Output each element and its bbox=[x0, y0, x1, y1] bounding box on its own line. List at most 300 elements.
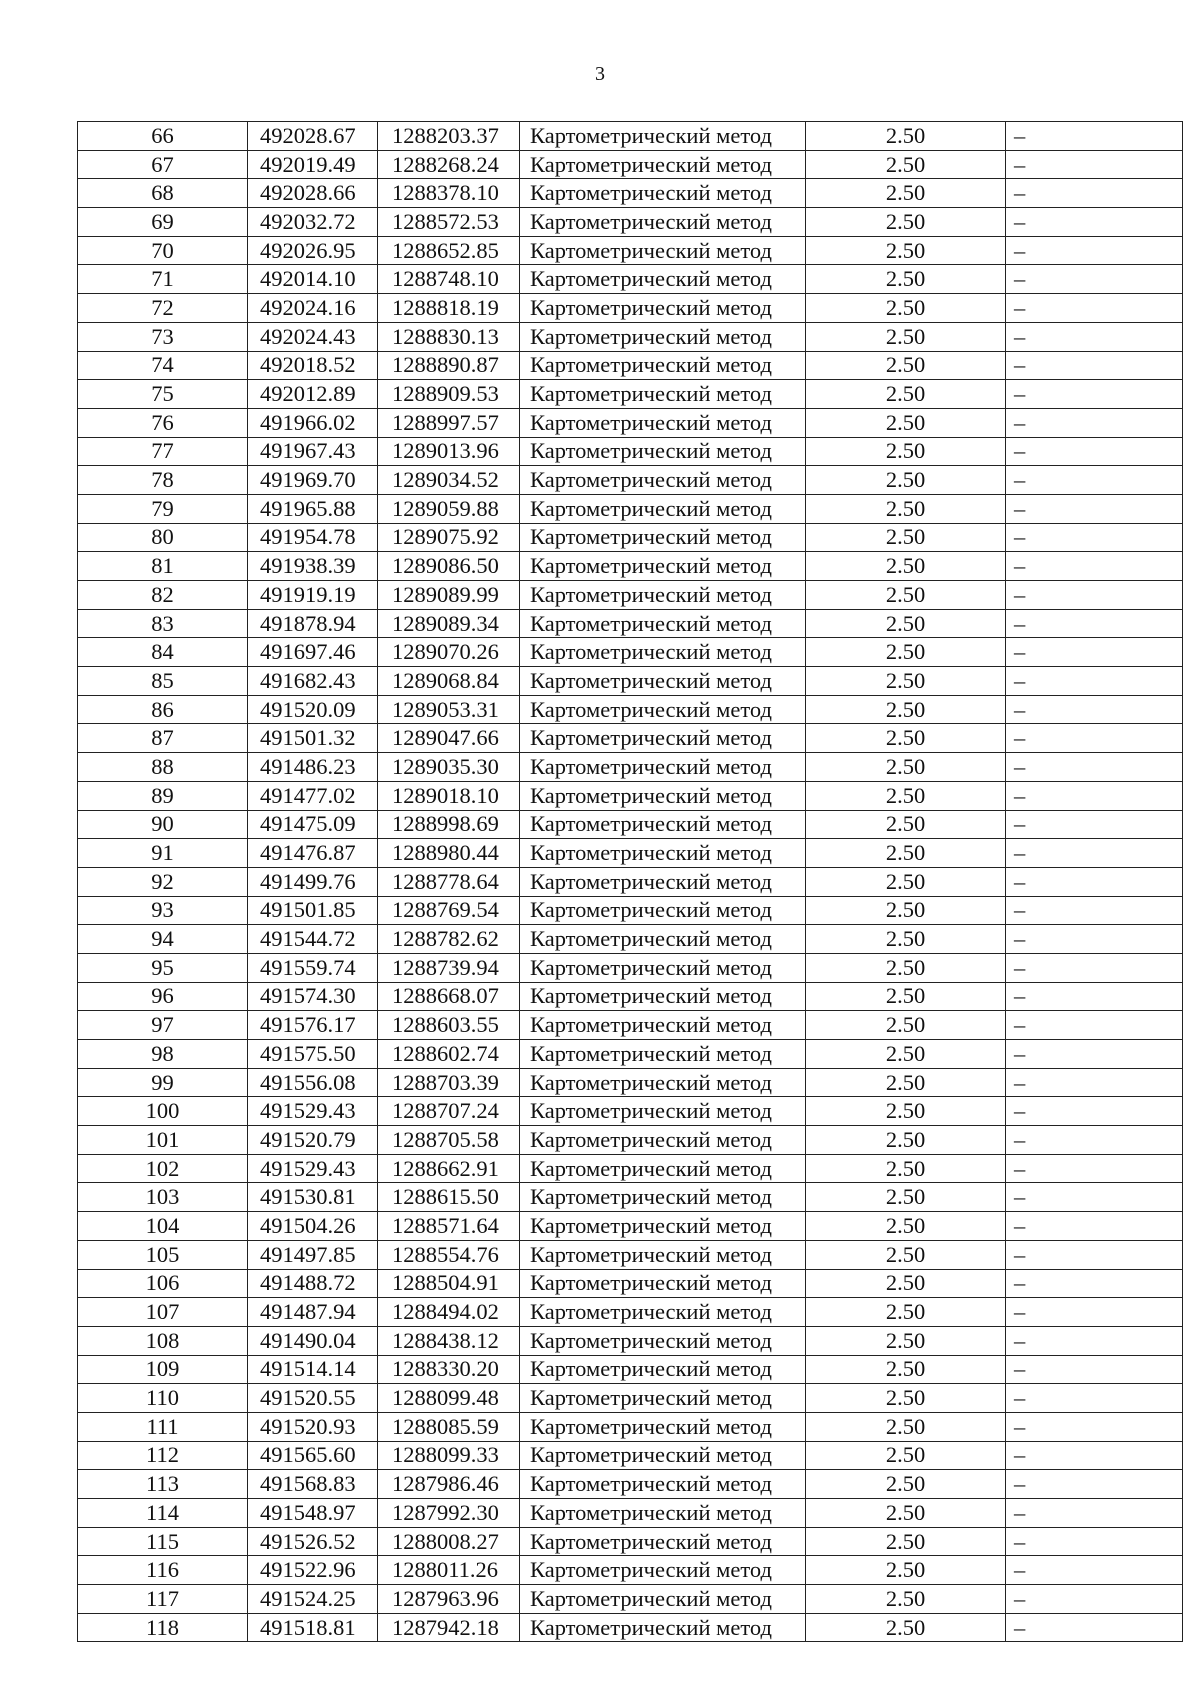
method-cell: Картометрический метод bbox=[520, 1527, 806, 1556]
method-cell: Картометрический метод bbox=[520, 1040, 806, 1069]
point-number-cell: 118 bbox=[78, 1613, 248, 1642]
method-cell: Картометрический метод bbox=[520, 322, 806, 351]
method-cell: Картометрический метод bbox=[520, 1154, 806, 1183]
method-cell: Картометрический метод bbox=[520, 466, 806, 495]
table-row bbox=[78, 753, 1183, 782]
y-coordinate-cell: 1288099.33 bbox=[378, 1441, 520, 1470]
x-coordinate-cell: 491878.94 bbox=[248, 609, 378, 638]
table-row bbox=[78, 638, 1183, 667]
note-cell: – bbox=[1006, 1613, 1183, 1642]
note-cell: – bbox=[1006, 1154, 1183, 1183]
table-row bbox=[78, 1269, 1183, 1298]
x-coordinate-cell: 491967.43 bbox=[248, 437, 378, 466]
point-number-cell: 115 bbox=[78, 1527, 248, 1556]
point-number-cell: 88 bbox=[78, 753, 248, 782]
table-row bbox=[78, 1441, 1183, 1470]
accuracy-cell: 2.50 bbox=[806, 1441, 1006, 1470]
x-coordinate-cell: 491514.14 bbox=[248, 1355, 378, 1384]
accuracy-cell: 2.50 bbox=[806, 466, 1006, 495]
note-cell: – bbox=[1006, 552, 1183, 581]
point-number-cell: 103 bbox=[78, 1183, 248, 1212]
point-number-cell: 82 bbox=[78, 581, 248, 610]
point-number-cell: 87 bbox=[78, 724, 248, 753]
note-cell: – bbox=[1006, 1470, 1183, 1499]
note-cell: – bbox=[1006, 1384, 1183, 1413]
note-cell: – bbox=[1006, 322, 1183, 351]
point-number-cell: 86 bbox=[78, 695, 248, 724]
x-coordinate-cell: 491520.55 bbox=[248, 1384, 378, 1413]
table-row bbox=[78, 1470, 1183, 1499]
method-cell: Картометрический метод bbox=[520, 265, 806, 294]
accuracy-cell: 2.50 bbox=[806, 609, 1006, 638]
point-number-cell: 73 bbox=[78, 322, 248, 351]
note-cell: – bbox=[1006, 122, 1183, 151]
y-coordinate-cell: 1288909.53 bbox=[378, 380, 520, 409]
table-row bbox=[78, 839, 1183, 868]
point-number-cell: 72 bbox=[78, 294, 248, 323]
accuracy-cell: 2.50 bbox=[806, 695, 1006, 724]
accuracy-cell: 2.50 bbox=[806, 925, 1006, 954]
note-cell: – bbox=[1006, 982, 1183, 1011]
x-coordinate-cell: 492032.72 bbox=[248, 208, 378, 237]
y-coordinate-cell: 1289018.10 bbox=[378, 781, 520, 810]
note-cell: – bbox=[1006, 1326, 1183, 1355]
y-coordinate-cell: 1289086.50 bbox=[378, 552, 520, 581]
y-coordinate-cell: 1288203.37 bbox=[378, 122, 520, 151]
point-number-cell: 100 bbox=[78, 1097, 248, 1126]
y-coordinate-cell: 1288998.69 bbox=[378, 810, 520, 839]
table-row bbox=[78, 982, 1183, 1011]
accuracy-cell: 2.50 bbox=[806, 1499, 1006, 1528]
point-number-cell: 97 bbox=[78, 1011, 248, 1040]
note-cell: – bbox=[1006, 265, 1183, 294]
accuracy-cell: 2.50 bbox=[806, 294, 1006, 323]
table-row bbox=[78, 1384, 1183, 1413]
accuracy-cell: 2.50 bbox=[806, 494, 1006, 523]
note-cell: – bbox=[1006, 1269, 1183, 1298]
note-cell: – bbox=[1006, 781, 1183, 810]
y-coordinate-cell: 1289047.66 bbox=[378, 724, 520, 753]
note-cell: – bbox=[1006, 953, 1183, 982]
x-coordinate-cell: 491501.32 bbox=[248, 724, 378, 753]
accuracy-cell: 2.50 bbox=[806, 408, 1006, 437]
accuracy-cell: 2.50 bbox=[806, 724, 1006, 753]
y-coordinate-cell: 1288615.50 bbox=[378, 1183, 520, 1212]
table-row bbox=[78, 1556, 1183, 1585]
y-coordinate-cell: 1288739.94 bbox=[378, 953, 520, 982]
note-cell: – bbox=[1006, 1040, 1183, 1069]
point-number-cell: 70 bbox=[78, 236, 248, 265]
x-coordinate-cell: 492024.16 bbox=[248, 294, 378, 323]
table-row bbox=[78, 1240, 1183, 1269]
point-number-cell: 113 bbox=[78, 1470, 248, 1499]
x-coordinate-cell: 492018.52 bbox=[248, 351, 378, 380]
table-row bbox=[78, 1154, 1183, 1183]
note-cell: – bbox=[1006, 638, 1183, 667]
x-coordinate-cell: 491576.17 bbox=[248, 1011, 378, 1040]
method-cell: Картометрический метод bbox=[520, 609, 806, 638]
point-number-cell: 76 bbox=[78, 408, 248, 437]
x-coordinate-cell: 491518.81 bbox=[248, 1613, 378, 1642]
table-row bbox=[78, 667, 1183, 696]
page-number: 3 bbox=[595, 63, 605, 85]
accuracy-cell: 2.50 bbox=[806, 179, 1006, 208]
y-coordinate-cell: 1288652.85 bbox=[378, 236, 520, 265]
note-cell: – bbox=[1006, 810, 1183, 839]
table-row bbox=[78, 236, 1183, 265]
accuracy-cell: 2.50 bbox=[806, 265, 1006, 294]
table-row bbox=[78, 1040, 1183, 1069]
accuracy-cell: 2.50 bbox=[806, 1613, 1006, 1642]
method-cell: Картометрический метод bbox=[520, 1326, 806, 1355]
note-cell: – bbox=[1006, 867, 1183, 896]
x-coordinate-cell: 491501.85 bbox=[248, 896, 378, 925]
y-coordinate-cell: 1288980.44 bbox=[378, 839, 520, 868]
accuracy-cell: 2.50 bbox=[806, 982, 1006, 1011]
accuracy-cell: 2.50 bbox=[806, 753, 1006, 782]
method-cell: Картометрический метод bbox=[520, 437, 806, 466]
method-cell: Картометрический метод bbox=[520, 294, 806, 323]
note-cell: – bbox=[1006, 437, 1183, 466]
method-cell: Картометрический метод bbox=[520, 925, 806, 954]
x-coordinate-cell: 491529.43 bbox=[248, 1154, 378, 1183]
method-cell: Картометрический метод bbox=[520, 150, 806, 179]
method-cell: Картометрический метод bbox=[520, 839, 806, 868]
accuracy-cell: 2.50 bbox=[806, 1412, 1006, 1441]
method-cell: Картометрический метод bbox=[520, 1240, 806, 1269]
y-coordinate-cell: 1288011.26 bbox=[378, 1556, 520, 1585]
note-cell: – bbox=[1006, 523, 1183, 552]
accuracy-cell: 2.50 bbox=[806, 351, 1006, 380]
method-cell: Картометрический метод bbox=[520, 896, 806, 925]
method-cell: Картометрический метод bbox=[520, 1183, 806, 1212]
method-cell: Картометрический метод bbox=[520, 1441, 806, 1470]
table-row bbox=[78, 494, 1183, 523]
x-coordinate-cell: 491565.60 bbox=[248, 1441, 378, 1470]
y-coordinate-cell: 1288769.54 bbox=[378, 896, 520, 925]
y-coordinate-cell: 1289089.99 bbox=[378, 581, 520, 610]
y-coordinate-cell: 1287986.46 bbox=[378, 1470, 520, 1499]
accuracy-cell: 2.50 bbox=[806, 523, 1006, 552]
accuracy-cell: 2.50 bbox=[806, 667, 1006, 696]
accuracy-cell: 2.50 bbox=[806, 1154, 1006, 1183]
method-cell: Картометрический метод bbox=[520, 552, 806, 581]
point-number-cell: 102 bbox=[78, 1154, 248, 1183]
table-row bbox=[78, 150, 1183, 179]
point-number-cell: 98 bbox=[78, 1040, 248, 1069]
table-row bbox=[78, 1298, 1183, 1327]
coordinates-table-body bbox=[78, 122, 1183, 1642]
x-coordinate-cell: 491486.23 bbox=[248, 753, 378, 782]
accuracy-cell: 2.50 bbox=[806, 208, 1006, 237]
x-coordinate-cell: 492012.89 bbox=[248, 380, 378, 409]
point-number-cell: 114 bbox=[78, 1499, 248, 1528]
x-coordinate-cell: 492019.49 bbox=[248, 150, 378, 179]
method-cell: Картометрический метод bbox=[520, 1011, 806, 1040]
note-cell: – bbox=[1006, 179, 1183, 208]
accuracy-cell: 2.50 bbox=[806, 322, 1006, 351]
method-cell: Картометрический метод bbox=[520, 1097, 806, 1126]
method-cell: Картометрический метод bbox=[520, 1470, 806, 1499]
note-cell: – bbox=[1006, 1240, 1183, 1269]
x-coordinate-cell: 491682.43 bbox=[248, 667, 378, 696]
accuracy-cell: 2.50 bbox=[806, 810, 1006, 839]
y-coordinate-cell: 1289035.30 bbox=[378, 753, 520, 782]
accuracy-cell: 2.50 bbox=[806, 1527, 1006, 1556]
method-cell: Картометрический метод bbox=[520, 523, 806, 552]
point-number-cell: 90 bbox=[78, 810, 248, 839]
point-number-cell: 111 bbox=[78, 1412, 248, 1441]
table-row bbox=[78, 179, 1183, 208]
point-number-cell: 116 bbox=[78, 1556, 248, 1585]
x-coordinate-cell: 492026.95 bbox=[248, 236, 378, 265]
table-row bbox=[78, 1326, 1183, 1355]
note-cell: – bbox=[1006, 695, 1183, 724]
method-cell: Картометрический метод bbox=[520, 1298, 806, 1327]
y-coordinate-cell: 1288571.64 bbox=[378, 1212, 520, 1241]
note-cell: – bbox=[1006, 1212, 1183, 1241]
method-cell: Картометрический метод bbox=[520, 953, 806, 982]
accuracy-cell: 2.50 bbox=[806, 1097, 1006, 1126]
x-coordinate-cell: 492014.10 bbox=[248, 265, 378, 294]
method-cell: Картометрический метод bbox=[520, 179, 806, 208]
accuracy-cell: 2.50 bbox=[806, 1355, 1006, 1384]
point-number-cell: 80 bbox=[78, 523, 248, 552]
accuracy-cell: 2.50 bbox=[806, 236, 1006, 265]
point-number-cell: 67 bbox=[78, 150, 248, 179]
y-coordinate-cell: 1289075.92 bbox=[378, 523, 520, 552]
note-cell: – bbox=[1006, 839, 1183, 868]
table-row bbox=[78, 466, 1183, 495]
accuracy-cell: 2.50 bbox=[806, 1240, 1006, 1269]
table-row bbox=[78, 523, 1183, 552]
point-number-cell: 99 bbox=[78, 1068, 248, 1097]
accuracy-cell: 2.50 bbox=[806, 1126, 1006, 1155]
y-coordinate-cell: 1288268.24 bbox=[378, 150, 520, 179]
table-row bbox=[78, 609, 1183, 638]
y-coordinate-cell: 1288603.55 bbox=[378, 1011, 520, 1040]
method-cell: Картометрический метод bbox=[520, 1613, 806, 1642]
y-coordinate-cell: 1288602.74 bbox=[378, 1040, 520, 1069]
note-cell: – bbox=[1006, 380, 1183, 409]
method-cell: Картометрический метод bbox=[520, 1585, 806, 1614]
accuracy-cell: 2.50 bbox=[806, 150, 1006, 179]
accuracy-cell: 2.50 bbox=[806, 552, 1006, 581]
method-cell: Картометрический метод bbox=[520, 494, 806, 523]
method-cell: Картометрический метод bbox=[520, 724, 806, 753]
y-coordinate-cell: 1288830.13 bbox=[378, 322, 520, 351]
accuracy-cell: 2.50 bbox=[806, 1068, 1006, 1097]
note-cell: – bbox=[1006, 1527, 1183, 1556]
note-cell: – bbox=[1006, 1068, 1183, 1097]
y-coordinate-cell: 1288707.24 bbox=[378, 1097, 520, 1126]
table-row bbox=[78, 581, 1183, 610]
accuracy-cell: 2.50 bbox=[806, 1585, 1006, 1614]
y-coordinate-cell: 1287963.96 bbox=[378, 1585, 520, 1614]
point-number-cell: 112 bbox=[78, 1441, 248, 1470]
x-coordinate-cell: 491568.83 bbox=[248, 1470, 378, 1499]
accuracy-cell: 2.50 bbox=[806, 896, 1006, 925]
x-coordinate-cell: 491475.09 bbox=[248, 810, 378, 839]
accuracy-cell: 2.50 bbox=[806, 1384, 1006, 1413]
x-coordinate-cell: 491530.81 bbox=[248, 1183, 378, 1212]
table-row bbox=[78, 695, 1183, 724]
accuracy-cell: 2.50 bbox=[806, 781, 1006, 810]
table-row bbox=[78, 380, 1183, 409]
y-coordinate-cell: 1288085.59 bbox=[378, 1412, 520, 1441]
y-coordinate-cell: 1289034.52 bbox=[378, 466, 520, 495]
table-row bbox=[78, 1097, 1183, 1126]
point-number-cell: 85 bbox=[78, 667, 248, 696]
x-coordinate-cell: 491919.19 bbox=[248, 581, 378, 610]
y-coordinate-cell: 1289089.34 bbox=[378, 609, 520, 638]
x-coordinate-cell: 491526.52 bbox=[248, 1527, 378, 1556]
y-coordinate-cell: 1287992.30 bbox=[378, 1499, 520, 1528]
y-coordinate-cell: 1288008.27 bbox=[378, 1527, 520, 1556]
point-number-cell: 109 bbox=[78, 1355, 248, 1384]
point-number-cell: 117 bbox=[78, 1585, 248, 1614]
x-coordinate-cell: 491954.78 bbox=[248, 523, 378, 552]
method-cell: Картометрический метод bbox=[520, 810, 806, 839]
x-coordinate-cell: 491524.25 bbox=[248, 1585, 378, 1614]
point-number-cell: 81 bbox=[78, 552, 248, 581]
y-coordinate-cell: 1288438.12 bbox=[378, 1326, 520, 1355]
table-row bbox=[78, 1068, 1183, 1097]
accuracy-cell: 2.50 bbox=[806, 1011, 1006, 1040]
x-coordinate-cell: 492028.66 bbox=[248, 179, 378, 208]
method-cell: Картометрический метод bbox=[520, 1412, 806, 1441]
point-number-cell: 84 bbox=[78, 638, 248, 667]
coordinates-table bbox=[77, 121, 1183, 1642]
y-coordinate-cell: 1288705.58 bbox=[378, 1126, 520, 1155]
note-cell: – bbox=[1006, 581, 1183, 610]
accuracy-cell: 2.50 bbox=[806, 1326, 1006, 1355]
table-row bbox=[78, 1585, 1183, 1614]
y-coordinate-cell: 1289059.88 bbox=[378, 494, 520, 523]
y-coordinate-cell: 1287942.18 bbox=[378, 1613, 520, 1642]
x-coordinate-cell: 491559.74 bbox=[248, 953, 378, 982]
point-number-cell: 91 bbox=[78, 839, 248, 868]
x-coordinate-cell: 491965.88 bbox=[248, 494, 378, 523]
table-row bbox=[78, 925, 1183, 954]
x-coordinate-cell: 491520.79 bbox=[248, 1126, 378, 1155]
table-row bbox=[78, 810, 1183, 839]
table-row bbox=[78, 781, 1183, 810]
x-coordinate-cell: 491938.39 bbox=[248, 552, 378, 581]
x-coordinate-cell: 491488.72 bbox=[248, 1269, 378, 1298]
note-cell: – bbox=[1006, 1183, 1183, 1212]
note-cell: – bbox=[1006, 609, 1183, 638]
accuracy-cell: 2.50 bbox=[806, 867, 1006, 896]
x-coordinate-cell: 491575.50 bbox=[248, 1040, 378, 1069]
point-number-cell: 89 bbox=[78, 781, 248, 810]
y-coordinate-cell: 1288890.87 bbox=[378, 351, 520, 380]
y-coordinate-cell: 1288378.10 bbox=[378, 179, 520, 208]
table-row bbox=[78, 265, 1183, 294]
x-coordinate-cell: 491697.46 bbox=[248, 638, 378, 667]
y-coordinate-cell: 1289070.26 bbox=[378, 638, 520, 667]
x-coordinate-cell: 491476.87 bbox=[248, 839, 378, 868]
point-number-cell: 92 bbox=[78, 867, 248, 896]
method-cell: Картометрический метод bbox=[520, 1355, 806, 1384]
method-cell: Картометрический метод bbox=[520, 982, 806, 1011]
note-cell: – bbox=[1006, 1355, 1183, 1384]
note-cell: – bbox=[1006, 1585, 1183, 1614]
note-cell: – bbox=[1006, 236, 1183, 265]
point-number-cell: 83 bbox=[78, 609, 248, 638]
method-cell: Картометрический метод bbox=[520, 581, 806, 610]
y-coordinate-cell: 1289053.31 bbox=[378, 695, 520, 724]
table-row bbox=[78, 351, 1183, 380]
method-cell: Картометрический метод bbox=[520, 695, 806, 724]
note-cell: – bbox=[1006, 1126, 1183, 1155]
y-coordinate-cell: 1288662.91 bbox=[378, 1154, 520, 1183]
y-coordinate-cell: 1288748.10 bbox=[378, 265, 520, 294]
table-row bbox=[78, 122, 1183, 151]
table-row bbox=[78, 1183, 1183, 1212]
method-cell: Картометрический метод bbox=[520, 867, 806, 896]
method-cell: Картометрический метод bbox=[520, 1556, 806, 1585]
note-cell: – bbox=[1006, 925, 1183, 954]
y-coordinate-cell: 1288554.76 bbox=[378, 1240, 520, 1269]
y-coordinate-cell: 1288494.02 bbox=[378, 1298, 520, 1327]
x-coordinate-cell: 491522.96 bbox=[248, 1556, 378, 1585]
table-row bbox=[78, 294, 1183, 323]
y-coordinate-cell: 1289013.96 bbox=[378, 437, 520, 466]
accuracy-cell: 2.50 bbox=[806, 1212, 1006, 1241]
accuracy-cell: 2.50 bbox=[806, 1470, 1006, 1499]
note-cell: – bbox=[1006, 1412, 1183, 1441]
point-number-cell: 79 bbox=[78, 494, 248, 523]
note-cell: – bbox=[1006, 1441, 1183, 1470]
x-coordinate-cell: 491520.09 bbox=[248, 695, 378, 724]
method-cell: Картометрический метод bbox=[520, 351, 806, 380]
method-cell: Картометрический метод bbox=[520, 1068, 806, 1097]
accuracy-cell: 2.50 bbox=[806, 1556, 1006, 1585]
note-cell: – bbox=[1006, 494, 1183, 523]
table-row bbox=[78, 953, 1183, 982]
accuracy-cell: 2.50 bbox=[806, 581, 1006, 610]
point-number-cell: 95 bbox=[78, 953, 248, 982]
point-number-cell: 69 bbox=[78, 208, 248, 237]
point-number-cell: 78 bbox=[78, 466, 248, 495]
x-coordinate-cell: 492028.67 bbox=[248, 122, 378, 151]
accuracy-cell: 2.50 bbox=[806, 1298, 1006, 1327]
method-cell: Картометрический метод bbox=[520, 208, 806, 237]
point-number-cell: 74 bbox=[78, 351, 248, 380]
note-cell: – bbox=[1006, 667, 1183, 696]
method-cell: Картометрический метод bbox=[520, 1269, 806, 1298]
x-coordinate-cell: 492024.43 bbox=[248, 322, 378, 351]
y-coordinate-cell: 1288572.53 bbox=[378, 208, 520, 237]
y-coordinate-cell: 1288818.19 bbox=[378, 294, 520, 323]
y-coordinate-cell: 1289068.84 bbox=[378, 667, 520, 696]
note-cell: – bbox=[1006, 1011, 1183, 1040]
table-row bbox=[78, 1355, 1183, 1384]
accuracy-cell: 2.50 bbox=[806, 437, 1006, 466]
method-cell: Картометрический метод bbox=[520, 1126, 806, 1155]
note-cell: – bbox=[1006, 753, 1183, 782]
method-cell: Картометрический метод bbox=[520, 781, 806, 810]
point-number-cell: 108 bbox=[78, 1326, 248, 1355]
point-number-cell: 107 bbox=[78, 1298, 248, 1327]
y-coordinate-cell: 1288703.39 bbox=[378, 1068, 520, 1097]
table-row bbox=[78, 724, 1183, 753]
table-row bbox=[78, 208, 1183, 237]
accuracy-cell: 2.50 bbox=[806, 839, 1006, 868]
point-number-cell: 96 bbox=[78, 982, 248, 1011]
method-cell: Картометрический метод bbox=[520, 1499, 806, 1528]
